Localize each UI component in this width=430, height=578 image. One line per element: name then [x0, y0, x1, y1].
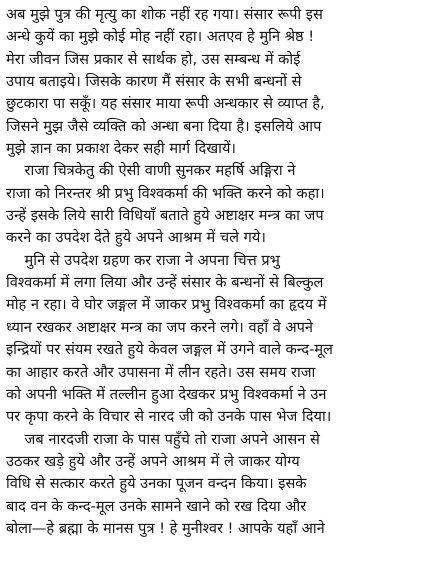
- text-line: छुटकारा पा सकूँ। यह संसार माया रूपी अन्धकार से व्याप्त है,: [6, 95, 325, 113]
- text-line: मोह न रहा। वे घोर जङ्गल में जाकर प्रभु विश्वकर्मा का हृदय में: [6, 296, 327, 314]
- text-line: विश्वकर्मा में लगा लिया और उन्हें संसार के बन्धनों से बिल्कुल: [6, 274, 324, 292]
- text-line: ध्यान रखकर अष्टाक्षर मन्त्र का जप करने लगे। वहाँ वे अपने: [6, 318, 314, 336]
- text-line: मुनि से उपदेश ग्रहण कर राजा ने अपना चित्त प्रभु: [6, 251, 280, 269]
- paragraph-3: [6, 250, 423, 429]
- text-line: उन्हें इसके लिये सारी विधियाँ बताते हुये अष्टाक्षर मन्त्र का जप: [6, 207, 324, 225]
- text-line: अब मुझे पुत्र की मृत्यु का शोक नहीं रह गया। संसार रूपी इस: [6, 6, 323, 23]
- text-line: मेरा जीवन जिस प्रकार से सार्थक हो, उस सम्बन्ध में कोई: [6, 50, 301, 68]
- text-line: उपाय बताइये। जिसके कारण मैं संसार के सभी बन्धनों से: [6, 73, 302, 91]
- text-line: करने का उपदेश देते हुये अपने आश्रम में चले गये।: [6, 229, 266, 247]
- text-line: अन्धे कुयें का मुझे कोई मोह नहीं रहा। अतएव हे मुनि श्रेष्ठ !: [6, 28, 315, 46]
- text-line: राजा को निरन्तर श्री प्रभु विश्वकर्मा की भक्ति करने को कहा।: [6, 184, 325, 202]
- paragraph-4: [6, 429, 423, 541]
- text-line: राजा चित्रकेतु की ऐसी वाणी सुनकर महर्षि अङ्गिरा ने: [6, 162, 296, 180]
- text-line: इन्द्रियों पर संयम रखते हुये केवल जङ्गल में उगने वाले कन्द-मूल: [6, 341, 333, 359]
- paragraph-2: [6, 160, 423, 249]
- text-line: बोला—हे ब्रह्मा के मानस पुत्र ! हे मुनीश्वर ! आपके यहाँ आने: [6, 519, 325, 537]
- text-line: का आहार करते और उपासना में लीन रहते। उस समय राजा: [6, 363, 316, 381]
- paragraph-1: [6, 4, 423, 160]
- text-line: जिसने मुझ जैसे व्यक्ति को अन्धा बना दिया है। इसलिये आप: [6, 117, 322, 135]
- text-line: बाद वन के कन्द-मूल उनके सामने खाने को रख दिया और: [6, 497, 307, 515]
- text-line: पर कृपा करने के विचार से नारद जी को उनके पास भेज दिया।: [6, 408, 332, 426]
- text-line: जब नारदजी राजा के पास पहुँचे तो राजा अपने आसन से: [6, 430, 320, 448]
- text-line: मुझे ज्ञान का प्रकाश देकर सही मार्ग दिखायें।: [6, 140, 236, 158]
- text-line: उठकर खड़े हुये और उन्हें अपने आश्रम में ले जाकर योग्य: [6, 452, 300, 470]
- text-line: विधि से सत्कार करते हुये उनका पूजन वन्दन किया। इसके: [6, 475, 307, 493]
- text-line: को अपनी भक्ति में तल्लीन हुआ देखकर प्रभु विश्वकर्मा ने उन: [6, 385, 327, 403]
